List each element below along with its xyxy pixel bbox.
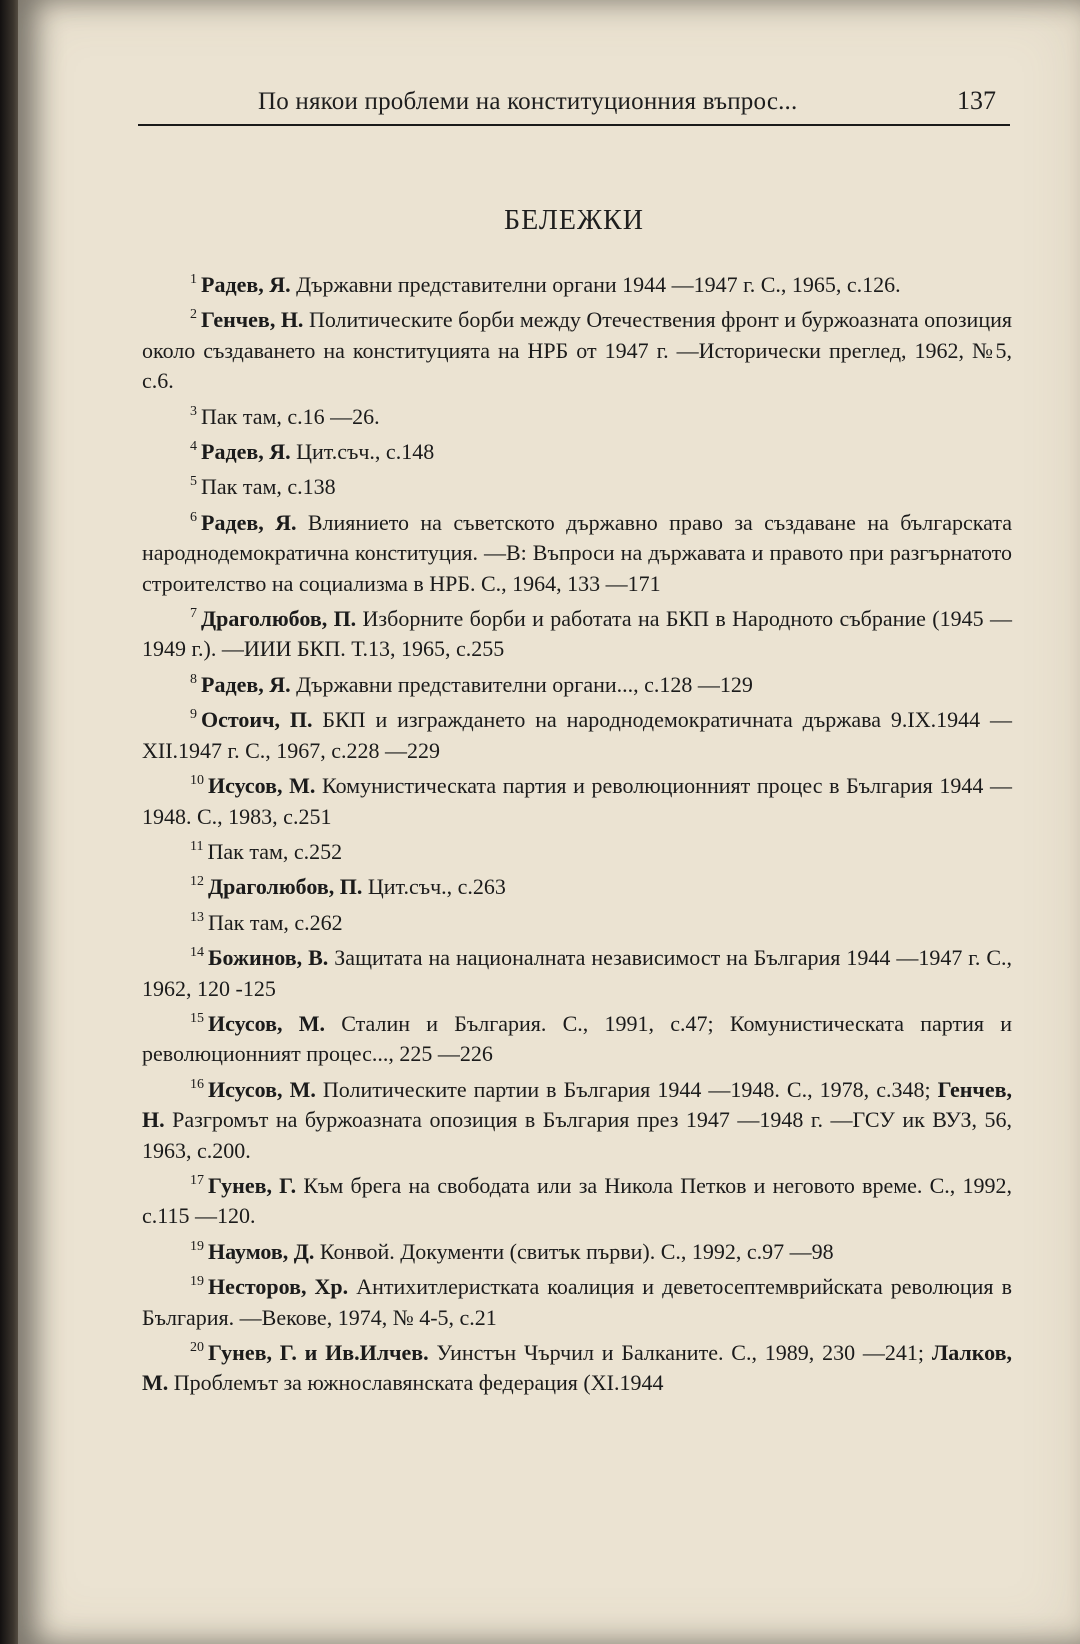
note-author: Лалков, М. [142, 1340, 1012, 1396]
notes-list [142, 270, 1012, 1404]
note-text: Пак там, с.16 —26. [201, 403, 380, 429]
note-number: 9 [190, 707, 197, 723]
note-number: 10 [190, 773, 204, 789]
note-text: Проблемът за южнославянската федерация (XI.1944 [168, 1370, 664, 1396]
note-item [142, 943, 1012, 1004]
note-author: Гунев, Г. и Ив.Илчев. [208, 1340, 429, 1365]
note-author: Исусов, М. [208, 1010, 326, 1036]
note-item [142, 305, 1012, 396]
note-author: Драголюбов, П. [201, 606, 357, 632]
note-author: Радев, Я. [201, 509, 297, 535]
note-number: 11 [190, 838, 204, 854]
running-header [138, 84, 1010, 126]
note-number: 5 [190, 474, 197, 490]
note-text: Комунистическата партия и революционният процес в България 1944 —1948. С., 1983, с.251 [142, 773, 1012, 829]
note-number: 7 [190, 606, 197, 622]
note-text: Пак там, с.138 [201, 474, 336, 500]
note-author: Исусов, М. [208, 1076, 316, 1102]
note-text: Държавни представителни органи..., с.128 —129 [290, 671, 753, 697]
note-number: 20 [190, 1340, 204, 1355]
note-number: 13 [190, 909, 204, 925]
note-item [142, 508, 1012, 599]
note-item [142, 1272, 1012, 1333]
note-item [142, 1009, 1012, 1070]
note-number: 3 [190, 403, 197, 419]
note-author: Радев, Я. [201, 272, 291, 297]
note-text: Влиянието на съветското държавно право за създаване на българската народнодемократична конституция. —В: Въпроси на държавата и правото при разгърнатото строителство на социализма в НРБ. С., 1964, 133 —171 [142, 509, 1012, 596]
note-author: Исусов, М. [208, 773, 316, 799]
note-text: Към брега на свободата или за Никола Петков и неговото време. С., 1992, с.115 —120. [142, 1172, 1012, 1229]
note-number: 15 [190, 1010, 204, 1026]
note-text: Цит.съч., с.263 [362, 874, 506, 900]
note-text: Уинстън Чърчил и Балканите. С., 1989, 230 —241; [428, 1340, 932, 1365]
note-text: Държавни представителни органи 1944 —1947 г. С., 1965, с.126. [290, 272, 901, 297]
note-number: 14 [190, 945, 204, 961]
note-author: Драголюбов, П. [208, 874, 363, 900]
note-author: Остоич, П. [201, 707, 313, 733]
note-author: Радев, Я. [201, 671, 291, 697]
note-number: 2 [190, 307, 197, 323]
note-text: Разгромът на буржоазната опозиция в България през 1947 —1948 г. —ГСУ ик ВУЗ, 56, 1963, с.200. [142, 1107, 1012, 1163]
note-author: Несторов, Хр. [208, 1274, 349, 1300]
note-number: 4 [190, 439, 197, 455]
note-item [142, 908, 1012, 938]
note-text: Сталин и България. С., 1991, с.47; Комунистическата партия и революционният процес..., 225 —226 [142, 1010, 1013, 1067]
note-author: Божинов, В. [208, 945, 329, 971]
note-text: БКП и изграждането на народнодемократичната държава 9.IX.1944 —XII.1947 г. С., 1967, с.228 —229 [142, 707, 1012, 763]
note-text: Пак там, с.252 [207, 838, 343, 864]
note-item [142, 1338, 1012, 1399]
note-text: Конвой. Документи (свитък първи). С., 1992, с.97 —98 [314, 1238, 834, 1264]
note-number: 17 [190, 1172, 204, 1188]
note-text: Пак там, с.262 [208, 909, 343, 935]
note-item [142, 270, 1012, 300]
note-author: Гунев, Г. [208, 1172, 297, 1198]
note-text: Цит.съч., с.148 [290, 439, 435, 465]
note-number: 6 [190, 509, 197, 525]
running-title: По някои проблеми на конституционния въпрос... [258, 88, 798, 115]
note-text: Политическите борби между Отечествения фронт и буржоазната опозиция около създаването на конституцията на НРБ от 1947 г. —Исторически преглед, 1962, №5, с.6. [142, 307, 1012, 394]
note-item [142, 771, 1012, 832]
note-text: Политическите партии в България 1944 —1948. С., 1978, с.348; [315, 1076, 938, 1102]
note-text: Защитата на националната независимост на България 1944 —1947 г. С., 1962, 120 -125 [142, 945, 1013, 1001]
note-number: 16 [190, 1076, 204, 1092]
note-item [142, 1237, 1012, 1267]
note-number: 12 [190, 874, 204, 890]
note-author: Генчев, Н. [201, 307, 304, 333]
section-title: БЕЛЕЖКИ [504, 205, 644, 236]
note-item [142, 705, 1012, 766]
note-author: Радев, Я. [201, 439, 291, 465]
note-item [142, 670, 1012, 700]
note-author: Наумов, Д. [208, 1238, 315, 1264]
note-text: Изборните борби и работата на БКП в Народното събрание (1945 —1949 г.). —ИИИ БКП. Т.13, 1965, с.255 [142, 606, 1012, 662]
note-number: 8 [190, 671, 197, 687]
note-item [142, 1171, 1012, 1232]
note-item [142, 437, 1012, 467]
note-item [142, 872, 1012, 902]
note-author: Генчев, Н. [142, 1076, 1012, 1133]
note-number: 19 [190, 1274, 204, 1290]
note-number: 19 [190, 1238, 204, 1254]
note-item [142, 837, 1012, 867]
note-item [142, 402, 1012, 432]
note-text: Антихитлеристката коалиция и деветосептемврийската революция в България. —Векове, 1974, № 4-5, с.21 [142, 1274, 1012, 1330]
note-item [142, 472, 1012, 502]
note-number: 1 [190, 272, 197, 287]
note-item [142, 604, 1012, 665]
book-page [18, 0, 1080, 1644]
note-item [142, 1075, 1012, 1166]
page-number: 137 [957, 86, 996, 115]
